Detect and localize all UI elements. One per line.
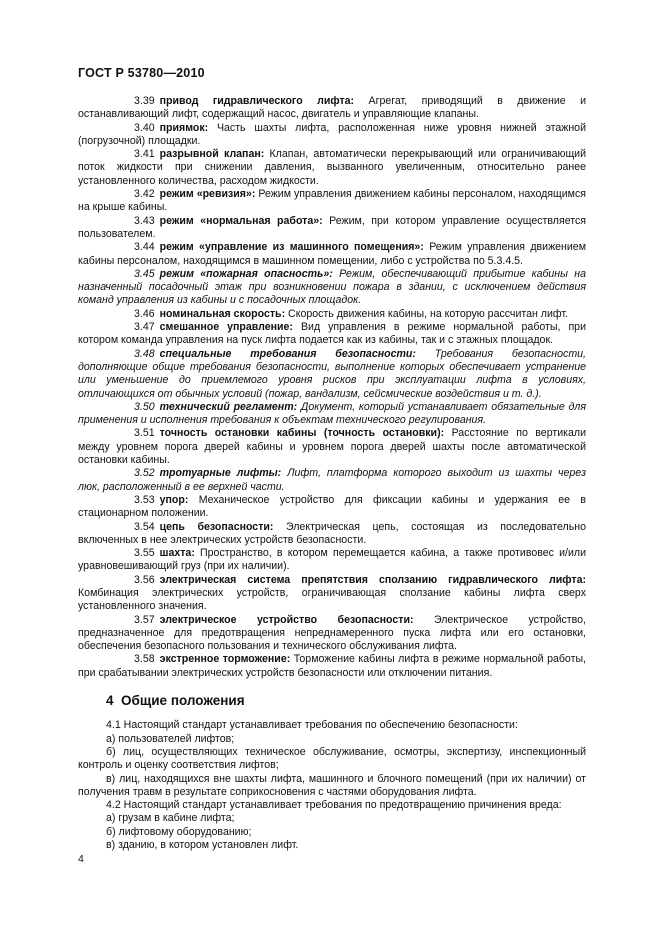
- definition-term: разрывной клапан:: [159, 148, 265, 161]
- definition-term: электрическая система препятствия сползанию гидравлического лифта:: [159, 573, 586, 586]
- definition-number: 3.45: [134, 267, 155, 280]
- definition-term: режим «управление из машинного помещения»:: [159, 241, 424, 254]
- definition-term: режим «ревизия»:: [159, 188, 256, 201]
- definition-term: экстренное торможение:: [159, 653, 291, 666]
- definition-number: 3.51: [134, 427, 155, 440]
- definition-term: смешанное управление:: [159, 321, 293, 334]
- definition-term: приямок:: [159, 121, 209, 134]
- definition-term: тротуарные лифты:: [159, 467, 282, 480]
- definition-term: номинальная скорость:: [159, 307, 286, 320]
- definition-number: 3.53: [134, 493, 155, 506]
- definition-3-40: [78, 122, 586, 149]
- definition-3-58: [78, 653, 586, 680]
- list-item: в) зданию, в котором установлен лифт.: [106, 839, 299, 852]
- definition-number: 3.47: [134, 321, 155, 334]
- definition-text: Требования безопасности, дополняющие общие требования безопасности, выполнение которых обеспечивает устранение или уменьшение до приемлемого уровня рисков при эксплуатации лифта в условиях, отличающихся от обычных условий (пожар, вандализм, сейсмические воздействия и т. д.).: [78, 347, 586, 400]
- definition-text: Пространство, в котором перемещается кабина, а также противовес и/или уравновешивающий груз (при их наличии).: [78, 547, 586, 573]
- clauses-list: [78, 719, 586, 852]
- definition-number: 3.48: [134, 347, 155, 360]
- definition-term: режим «нормальная работа»:: [159, 214, 323, 227]
- definition-number: 3.54: [134, 520, 155, 533]
- definition-3-57: [78, 614, 586, 654]
- definition-text: Режим, обеспечивающий прибытие кабины на назначенный посадочный этаж при возникновении пожара в здании, с исключением действия команд управления из кабины и с посадочных площадок.: [78, 267, 586, 307]
- list-item: в) лиц, находящихся вне шахты лифта, машинного и блочного помещений (при их наличии) от получения травм в результате соприкосновения с частями оборудования лифта.: [78, 772, 586, 798]
- definition-text: Расстояние по вертикали между уровнем порога дверей кабины и уровнем порога дверей шахты после автоматической остановки кабины.: [78, 427, 586, 467]
- definition-number: 3.52: [134, 467, 155, 480]
- definition-number: 3.46: [134, 307, 155, 320]
- definition-3-47: [78, 321, 586, 348]
- definition-3-55: [78, 547, 586, 574]
- definition-3-52: [78, 467, 586, 494]
- document-body: [78, 95, 586, 852]
- definition-term: специальные требования безопасности:: [159, 347, 416, 360]
- list-item: б) лиц, осуществляющих техническое обслуживание, осмотры, экспертизу, инспекционный контроль и оценку соответствия лифтов;: [78, 745, 586, 772]
- definition-number: 3.56: [134, 573, 155, 586]
- definition-text: Документ, который устанавливает обязательные для применения и исполнения требования к объектам технического регулирования.: [78, 400, 586, 427]
- definition-text: Режим управления движением кабины персоналом, находящимся на крыше кабины.: [78, 188, 586, 214]
- definition-number: 3.57: [134, 613, 155, 626]
- definition-text: Механическое устройство для фиксации кабины и удержания ее в стационарном положении.: [78, 493, 586, 520]
- definition-number: 3.55: [134, 547, 155, 560]
- definition-term: технический регламент:: [159, 400, 298, 413]
- definition-3-56: [78, 574, 586, 614]
- clause-paragraph: 4.2 Настоящий стандарт устанавливает требования по предотвращению причинения вреда:: [106, 799, 562, 812]
- definition-number: 3.50: [134, 400, 155, 413]
- definition-3-53: [78, 494, 586, 521]
- definition-term: упор:: [159, 493, 189, 506]
- definition-text: Электрическая цепь, состоящая из последовательно включенных в нее электрических устройств безопасности.: [78, 520, 586, 546]
- definition-term: шахта:: [159, 547, 195, 560]
- section-heading: [78, 694, 586, 707]
- definition-number: 3.40: [134, 121, 155, 134]
- definition-text: Электрическое устройство, предназначенное для предотвращения непреднамеренного пуска лифта или его остановки, обеспечения безопасного пользования и технического обслуживания лифта.: [78, 613, 586, 653]
- definition-text: Вид управления в режиме нормальной работы, при котором команда управления на пуск лифта подается как из кабины, так и с этажных площадок.: [78, 321, 586, 347]
- definition-3-41: [78, 148, 586, 188]
- document-header: ГОСТ Р 53780—2010: [78, 66, 205, 80]
- definition-text: Лифт, платформа которого выходит из шахты через люк, расположенный в ее верхней части.: [78, 467, 587, 493]
- section-number: 4: [106, 693, 114, 709]
- definition-number: 3.43: [134, 214, 155, 227]
- definition-term: режим «пожарная опасность»:: [159, 267, 333, 280]
- definition-text: Часть шахты лифта, расположенная ниже уровня нижней этажной (погрузочной) площадки.: [78, 121, 586, 147]
- definition-text: Скорость движения кабины, на которую рассчитан лифт.: [285, 307, 568, 320]
- definition-term: цепь безопасности:: [159, 520, 274, 533]
- definition-3-44: [78, 241, 586, 268]
- definition-number: 3.42: [134, 188, 155, 201]
- section-title: Общие положения: [121, 693, 245, 709]
- definition-text: Комбинация электрических устройств, ограничивающая сползание кабины лифта сверх установленного значения.: [78, 586, 586, 613]
- definition-3-46: [78, 308, 586, 321]
- definition-3-42: [78, 188, 586, 215]
- definition-text: Режим, при котором управление осуществляется пользователем.: [78, 214, 587, 240]
- definition-text: Агрегат, приводящий в движение и останавливающий лифт, содержащий насос, двигатель и управляющие клапаны.: [78, 95, 586, 121]
- definition-text: Клапан, автоматически перекрывающий или ограничивающий поток жидкости при снижении давления, вызванного увеличенным, относительно ранее установленного количества, расходом жидкости.: [78, 148, 586, 187]
- definition-term: привод гидравлического лифта:: [159, 95, 355, 107]
- definitions-list: [78, 95, 586, 680]
- definition-text: Режим управления движением кабины персоналом, находящимся в машинном помещении, либо с устройства по 5.3.4.5.: [78, 241, 586, 267]
- definition-3-48: [78, 348, 586, 401]
- list-item: а) пользователей лифтов;: [106, 732, 235, 745]
- definition-3-45: [78, 268, 586, 308]
- definition-3-50: [78, 401, 586, 428]
- definition-3-43: [78, 215, 586, 242]
- list-item: а) грузам в кабине лифта;: [106, 812, 235, 825]
- definition-number: 3.41: [134, 148, 155, 161]
- page-number: 4: [78, 853, 84, 865]
- definition-3-39: [78, 95, 586, 122]
- clause-paragraph: 4.1 Настоящий стандарт устанавливает требования по обеспечению безопасности:: [106, 719, 518, 732]
- definition-number: 3.39: [134, 95, 155, 107]
- definition-number: 3.58: [134, 653, 155, 666]
- definition-3-51: [78, 427, 586, 467]
- definition-text: Торможение кабины лифта в режиме нормальной работы, при срабатывании электрических устройств безопасности или отключении питания.: [78, 653, 586, 679]
- definition-number: 3.44: [134, 241, 155, 254]
- definition-term: электрическое устройство безопасности:: [159, 613, 414, 626]
- list-item: б) лифтовому оборудованию;: [106, 825, 252, 838]
- definition-term: точность остановки кабины (точность остановки):: [159, 427, 445, 440]
- definition-3-54: [78, 521, 586, 548]
